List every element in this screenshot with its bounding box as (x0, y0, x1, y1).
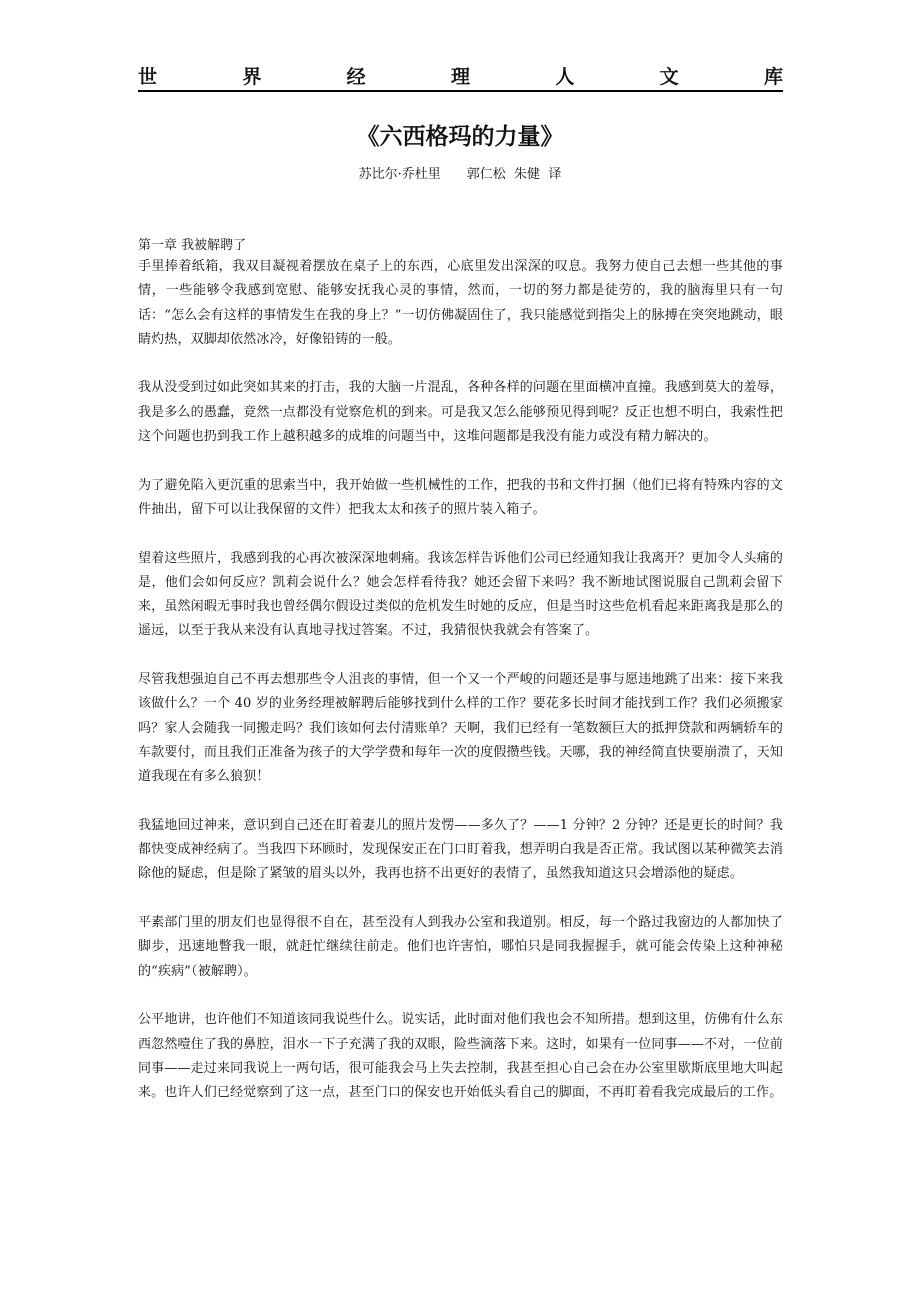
book-title: 《六西格玛的力量》 (356, 124, 564, 150)
header-char: 文 (659, 66, 679, 88)
paragraph: 手里捧着纸箱，我双目凝视着摆放在桌子上的东西，心底里发出深深的叹息。我努力使自己去想一些其他的事情，一些能够令我感到宽慰、能够安抚我心灵的事情，然而，一切的努力都是徒劳的，我的脑海里只有一句话：“怎么会有这样的事情发生在我的身上？”一切仿佛凝固住了，我只能感觉到指尖上的脉搏在突突地跳动，眼睛灼热，双脚却依然冰冷，好像铅铸的一般。 (138, 259, 783, 347)
header-char: 库 (763, 66, 783, 88)
paragraph: 公平地讲，也许他们不知道该同我说些什么。说实话，此时面对他们我也会不知所措。想到这里，仿佛有什么东西忽然噎住了我的鼻腔，泪水一下子充满了我的双眼，险些滴落下来。这时，如果有一位同事——不对，一位前同事——走过来同我说上一两句话，很可能我会马上失去控制，我甚至担心自己会在办公室里歇斯底里地大叫起来。也许人们已经觉察到了这一点，甚至门口的保安也开始低头看自己的脚面，不再盯着看我完成最后的工作。 (138, 1012, 783, 1101)
header-char: 界 (242, 66, 262, 88)
paragraph: 为了避免陷入更沉重的思索当中，我开始做一些机械性的工作，把我的书和文件打捆（他们已将有特殊内容的文件抽出，留下可以让我保留的文件）把我太太和孩子的照片装入箱子。 (138, 477, 783, 517)
chapter-content (138, 236, 783, 1130)
chapter-heading: 第一章 我被解聘了 (138, 238, 247, 253)
header-char: 经 (346, 66, 366, 88)
paragraph: 我从没受到过如此突如其来的打击，我的大脑一片混乱，各种各样的问题在里面横冲直撞。我感到莫大的羞辱，我是多么的愚蠢，竟然一点都没有觉察危机的到来。可是我又怎么能够预见得到呢？反正也想不明白，我索性把这个问题也扔到我工作上越积越多的成堆的问题当中，这堆问题都是我没有能力或没有精力解决的。 (138, 380, 783, 445)
paragraph: 尽管我想强迫自己不再去想那些令人沮丧的事情，但一个又一个严峻的问题还是事与愿违地跳了出来：接下来我该做什么？一个 40 岁的业务经理被解聘后能够找到什么样的工作？要花多长时间才能找到工作？我们必须搬家吗？家人会随我一同搬走吗？我们该如何去付清账单？天啊，我们已经有一笔数额巨大的抵押贷款和两辆轿车的车款要付，而且我们正准备为孩子的大学学费和每年一次的度假攒些钱。天哪，我的神经简直快要崩溃了，天知道我现在有多么狼狈！ (138, 672, 783, 785)
paragraph: 我猛地回过神来，意识到自己还在盯着妻儿的照片发愣——多久了？——1 分钟？2 分钟？还是更长的时间？我都快变成神经病了。当我四下环顾时，发现保安正在门口盯着我，想弄明白我是否正常。我试图以某种微笑去消除他的疑虑，但是除了紧皱的眉头以外，我再也挤不出更好的表情了，虽然我知道这只会增添他的疑虑。 (138, 817, 783, 882)
library-header (138, 64, 783, 92)
header-char: 理 (450, 66, 470, 88)
paragraph: 平素部门里的朋友们也显得很不自在，甚至没有人到我办公室和我道别。相反，每一个路过我窗边的人都加快了脚步，迅速地瞥我一眼，就赶忙继续往前走。他们也许害怕，哪怕只是同我握握手，就可能会传染上这种神秘的“疾病”（被解聘）。 (138, 915, 783, 979)
paragraph: 望着这些照片，我感到我的心再次被深深地刺痛。我该怎样告诉他们公司已经通知我让我离开？更加令人头痛的是，他们会如何反应？凯莉会说什么？她会怎样看待我？她还会留下来吗？我不断地试图说服自己凯莉会留下来，虽然闲暇无事时我也曾经偶尔假设过类似的危机发生时她的反应，但是当时这些危机看起来距离我是那么的遥远，以至于我从来没有认真地寻找过答案。不过，我猜很快我就会有答案了。 (138, 550, 783, 639)
header-char: 世 (138, 66, 158, 88)
authors-translators: 苏比尔·乔杜里 郭仁松 朱健 译 (358, 167, 562, 182)
header-char: 人 (555, 66, 575, 88)
